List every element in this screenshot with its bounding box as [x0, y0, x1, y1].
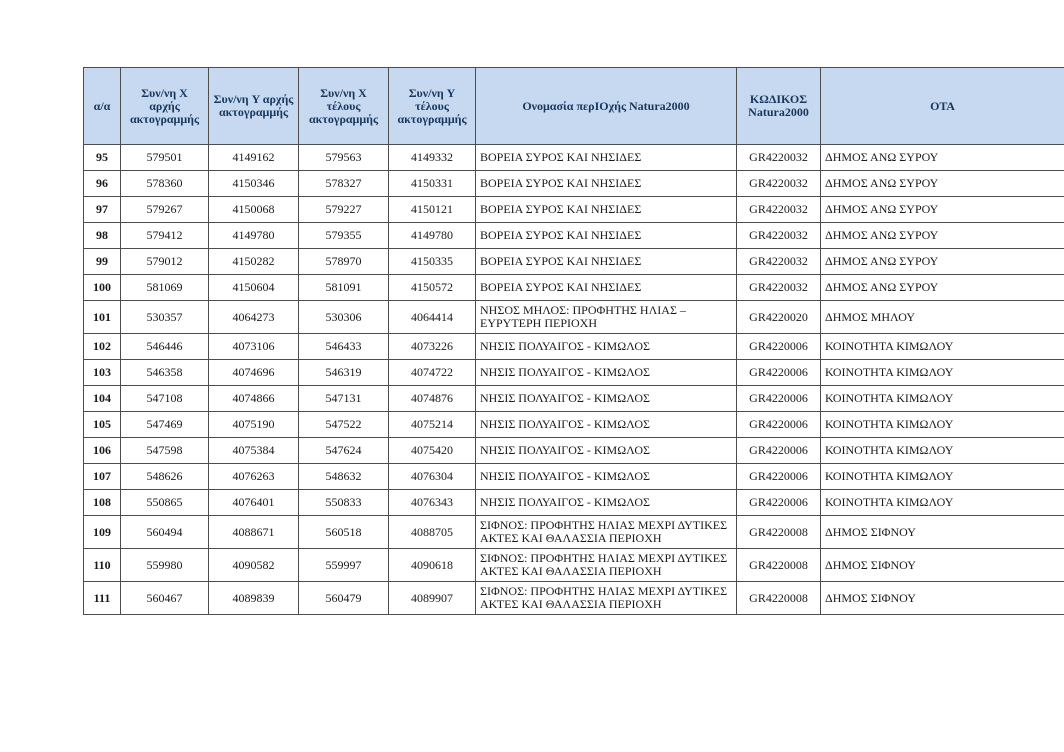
y-end-cell: 4075214 [389, 412, 476, 438]
x-end-cell: 578970 [299, 249, 389, 275]
y-start-cell: 4088671 [209, 516, 299, 549]
natura-area-name-cell: ΝΗΣΙΣ ΠΟΛΥΑΙΓΟΣ - ΚΙΜΩΛΟΣ [476, 386, 737, 412]
natura-code-cell: GR4220032 [737, 275, 821, 301]
x-start-cell: 560467 [121, 582, 209, 615]
row-number-cell: 111 [84, 582, 121, 615]
y-end-cell: 4076304 [389, 464, 476, 490]
row-number-cell: 100 [84, 275, 121, 301]
row-number-cell: 102 [84, 334, 121, 360]
y-start-cell: 4150604 [209, 275, 299, 301]
data-table [83, 67, 1064, 615]
x-start-cell: 559980 [121, 549, 209, 582]
row-number-cell: 96 [84, 171, 121, 197]
natura-area-name-cell: ΒΟΡΕΙΑ ΣΥΡΟΣ ΚΑΙ ΝΗΣΙΔΕΣ [476, 171, 737, 197]
column-header-y-end: Συν/νη Y τέλους ακτογραμμής [389, 68, 476, 145]
x-end-cell: 530306 [299, 301, 389, 334]
table-row [84, 223, 1064, 249]
natura-code-cell: GR4220008 [737, 516, 821, 549]
table-row [84, 301, 1064, 334]
table-row [84, 249, 1064, 275]
x-start-cell: 560494 [121, 516, 209, 549]
natura-area-name-cell: ΝΗΣΙΣ ΠΟΛΥΑΙΓΟΣ - ΚΙΜΩΛΟΣ [476, 438, 737, 464]
table-body [84, 145, 1064, 615]
natura-area-name-cell: ΣΙΦΝΟΣ: ΠΡΟΦΗΤΗΣ ΗΛΙΑΣ ΜΕΧΡΙ ΔΥΤΙΚΕΣ ΑΚΤΕΣ ΚΑΙ ΘΑΛΑΣΣΙΑ ΠΕΡΙΟΧΗ [476, 549, 737, 582]
natura-area-name-cell: ΒΟΡΕΙΑ ΣΥΡΟΣ ΚΑΙ ΝΗΣΙΔΕΣ [476, 145, 737, 171]
y-start-cell: 4150346 [209, 171, 299, 197]
table-row [84, 197, 1064, 223]
ota-cell: ΚΟΙΝΟΤΗΤΑ ΚΙΜΩΛΟΥ [821, 464, 1064, 490]
y-end-cell: 4074876 [389, 386, 476, 412]
column-header-code: ΚΩΔΙΚΟΣ Natura2000 [737, 68, 821, 145]
x-end-cell: 560518 [299, 516, 389, 549]
column-header-y-start: Συν/νη Y αρχής ακτογραμμής [209, 68, 299, 145]
x-end-cell: 546319 [299, 360, 389, 386]
y-end-cell: 4089907 [389, 582, 476, 615]
ota-cell: ΔΗΜΟΣ ΣΙΦΝΟΥ [821, 582, 1064, 615]
y-start-cell: 4074866 [209, 386, 299, 412]
natura-code-cell: GR4220032 [737, 145, 821, 171]
row-number-cell: 104 [84, 386, 121, 412]
natura-area-name-cell: ΝΗΣΙΣ ΠΟΛΥΑΙΓΟΣ - ΚΙΜΩΛΟΣ [476, 360, 737, 386]
column-header-name: Ονομασία περΙΟχής Natura2000 [476, 68, 737, 145]
x-start-cell: 547598 [121, 438, 209, 464]
natura-code-cell: GR4220006 [737, 334, 821, 360]
table-row [84, 412, 1064, 438]
y-start-cell: 4076401 [209, 490, 299, 516]
y-start-cell: 4150282 [209, 249, 299, 275]
ota-cell: ΔΗΜΟΣ ΣΙΦΝΟΥ [821, 549, 1064, 582]
x-end-cell: 548632 [299, 464, 389, 490]
x-start-cell: 546446 [121, 334, 209, 360]
natura-code-cell: GR4220032 [737, 223, 821, 249]
ota-cell: ΔΗΜΟΣ ΑΝΩ ΣΥΡΟΥ [821, 197, 1064, 223]
column-header-x-start: Συν/νη X αρχής ακτογραμμής [121, 68, 209, 145]
x-end-cell: 559997 [299, 549, 389, 582]
ota-cell: ΔΗΜΟΣ ΑΝΩ ΣΥΡΟΥ [821, 223, 1064, 249]
natura2000-coastline-table [83, 67, 1064, 615]
ota-cell: ΚΟΙΝΟΤΗΤΑ ΚΙΜΩΛΟΥ [821, 412, 1064, 438]
table-row [84, 275, 1064, 301]
y-start-cell: 4090582 [209, 549, 299, 582]
natura-area-name-cell: ΝΗΣΙΣ ΠΟΛΥΑΙΓΟΣ - ΚΙΜΩΛΟΣ [476, 464, 737, 490]
x-end-cell: 560479 [299, 582, 389, 615]
table-row [84, 334, 1064, 360]
x-start-cell: 581069 [121, 275, 209, 301]
y-start-cell: 4073106 [209, 334, 299, 360]
row-number-cell: 110 [84, 549, 121, 582]
x-start-cell: 547108 [121, 386, 209, 412]
row-number-cell: 105 [84, 412, 121, 438]
ota-cell: ΚΟΙΝΟΤΗΤΑ ΚΙΜΩΛΟΥ [821, 438, 1064, 464]
x-start-cell: 578360 [121, 171, 209, 197]
y-end-cell: 4075420 [389, 438, 476, 464]
ota-cell: ΚΟΙΝΟΤΗΤΑ ΚΙΜΩΛΟΥ [821, 490, 1064, 516]
ota-cell: ΚΟΙΝΟΤΗΤΑ ΚΙΜΩΛΟΥ [821, 334, 1064, 360]
table-row [84, 171, 1064, 197]
y-end-cell: 4150331 [389, 171, 476, 197]
table-row [84, 360, 1064, 386]
y-end-cell: 4149332 [389, 145, 476, 171]
y-end-cell: 4073226 [389, 334, 476, 360]
natura-code-cell: GR4220008 [737, 549, 821, 582]
row-number-cell: 107 [84, 464, 121, 490]
x-end-cell: 547131 [299, 386, 389, 412]
natura-area-name-cell: ΝΗΣΙΣ ΠΟΛΥΑΙΓΟΣ - ΚΙΜΩΛΟΣ [476, 412, 737, 438]
y-end-cell: 4088705 [389, 516, 476, 549]
y-start-cell: 4064273 [209, 301, 299, 334]
row-number-cell: 101 [84, 301, 121, 334]
x-end-cell: 578327 [299, 171, 389, 197]
natura-code-cell: GR4220006 [737, 386, 821, 412]
header-row [84, 68, 1064, 145]
natura-area-name-cell: ΝΗΣΙΣ ΠΟΛΥΑΙΓΟΣ - ΚΙΜΩΛΟΣ [476, 490, 737, 516]
x-start-cell: 579501 [121, 145, 209, 171]
y-start-cell: 4076263 [209, 464, 299, 490]
natura-code-cell: GR4220008 [737, 582, 821, 615]
row-number-cell: 106 [84, 438, 121, 464]
natura-code-cell: GR4220006 [737, 360, 821, 386]
natura-code-cell: GR4220006 [737, 438, 821, 464]
y-start-cell: 4149162 [209, 145, 299, 171]
row-number-cell: 97 [84, 197, 121, 223]
x-start-cell: 550865 [121, 490, 209, 516]
ota-cell: ΔΗΜΟΣ ΣΙΦΝΟΥ [821, 516, 1064, 549]
row-number-cell: 108 [84, 490, 121, 516]
x-end-cell: 579355 [299, 223, 389, 249]
y-end-cell: 4150121 [389, 197, 476, 223]
table-row [84, 464, 1064, 490]
natura-code-cell: GR4220032 [737, 197, 821, 223]
y-end-cell: 4150335 [389, 249, 476, 275]
x-end-cell: 547624 [299, 438, 389, 464]
y-start-cell: 4075190 [209, 412, 299, 438]
table-row [84, 490, 1064, 516]
column-header-x-end: Συν/νη X τέλους ακτογραμμής [299, 68, 389, 145]
x-end-cell: 547522 [299, 412, 389, 438]
table-row [84, 516, 1064, 549]
x-start-cell: 546358 [121, 360, 209, 386]
y-end-cell: 4090618 [389, 549, 476, 582]
ota-cell: ΔΗΜΟΣ ΜΗΛΟΥ [821, 301, 1064, 334]
y-start-cell: 4089839 [209, 582, 299, 615]
row-number-cell: 98 [84, 223, 121, 249]
y-start-cell: 4149780 [209, 223, 299, 249]
natura-area-name-cell: ΒΟΡΕΙΑ ΣΥΡΟΣ ΚΑΙ ΝΗΣΙΔΕΣ [476, 249, 737, 275]
table-row [84, 386, 1064, 412]
natura-code-cell: GR4220006 [737, 490, 821, 516]
natura-area-name-cell: ΒΟΡΕΙΑ ΣΥΡΟΣ ΚΑΙ ΝΗΣΙΔΕΣ [476, 197, 737, 223]
table-row [84, 549, 1064, 582]
y-end-cell: 4076343 [389, 490, 476, 516]
y-start-cell: 4074696 [209, 360, 299, 386]
y-end-cell: 4074722 [389, 360, 476, 386]
x-end-cell: 581091 [299, 275, 389, 301]
x-end-cell: 550833 [299, 490, 389, 516]
column-header-num: α/α [84, 68, 121, 145]
ota-cell: ΚΟΙΝΟΤΗΤΑ ΚΙΜΩΛΟΥ [821, 386, 1064, 412]
x-end-cell: 579227 [299, 197, 389, 223]
natura-area-name-cell: ΣΙΦΝΟΣ: ΠΡΟΦΗΤΗΣ ΗΛΙΑΣ ΜΕΧΡΙ ΔΥΤΙΚΕΣ ΑΚΤΕΣ ΚΑΙ ΘΑΛΑΣΣΙΑ ΠΕΡΙΟΧΗ [476, 516, 737, 549]
x-start-cell: 579412 [121, 223, 209, 249]
x-start-cell: 548626 [121, 464, 209, 490]
row-number-cell: 103 [84, 360, 121, 386]
x-start-cell: 547469 [121, 412, 209, 438]
row-number-cell: 95 [84, 145, 121, 171]
natura-area-name-cell: ΣΙΦΝΟΣ: ΠΡΟΦΗΤΗΣ ΗΛΙΑΣ ΜΕΧΡΙ ΔΥΤΙΚΕΣ ΑΚΤΕΣ ΚΑΙ ΘΑΛΑΣΣΙΑ ΠΕΡΙΟΧΗ [476, 582, 737, 615]
natura-area-name-cell: ΝΗΣΟΣ ΜΗΛΟΣ: ΠΡΟΦΗΤΗΣ ΗΛΙΑΣ – ΕΥΡΥΤΕΡΗ ΠΕΡΙΟΧΗ [476, 301, 737, 334]
y-end-cell: 4149780 [389, 223, 476, 249]
y-start-cell: 4150068 [209, 197, 299, 223]
x-end-cell: 579563 [299, 145, 389, 171]
row-number-cell: 99 [84, 249, 121, 275]
y-end-cell: 4064414 [389, 301, 476, 334]
natura-area-name-cell: ΒΟΡΕΙΑ ΣΥΡΟΣ ΚΑΙ ΝΗΣΙΔΕΣ [476, 223, 737, 249]
natura-code-cell: GR4220032 [737, 171, 821, 197]
ota-cell: ΔΗΜΟΣ ΑΝΩ ΣΥΡΟΥ [821, 249, 1064, 275]
table-row [84, 438, 1064, 464]
x-start-cell: 579267 [121, 197, 209, 223]
ota-cell: ΚΟΙΝΟΤΗΤΑ ΚΙΜΩΛΟΥ [821, 360, 1064, 386]
row-number-cell: 109 [84, 516, 121, 549]
ota-cell: ΔΗΜΟΣ ΑΝΩ ΣΥΡΟΥ [821, 171, 1064, 197]
table-header [84, 68, 1064, 145]
table-row [84, 582, 1064, 615]
natura-area-name-cell: ΝΗΣΙΣ ΠΟΛΥΑΙΓΟΣ - ΚΙΜΩΛΟΣ [476, 334, 737, 360]
x-start-cell: 530357 [121, 301, 209, 334]
x-start-cell: 579012 [121, 249, 209, 275]
natura-code-cell: GR4220032 [737, 249, 821, 275]
y-end-cell: 4150572 [389, 275, 476, 301]
table-row [84, 145, 1064, 171]
natura-code-cell: GR4220020 [737, 301, 821, 334]
ota-cell: ΔΗΜΟΣ ΑΝΩ ΣΥΡΟΥ [821, 145, 1064, 171]
column-header-ota: ΟΤΑ [821, 68, 1064, 145]
ota-cell: ΔΗΜΟΣ ΑΝΩ ΣΥΡΟΥ [821, 275, 1064, 301]
natura-code-cell: GR4220006 [737, 464, 821, 490]
y-start-cell: 4075384 [209, 438, 299, 464]
x-end-cell: 546433 [299, 334, 389, 360]
natura-area-name-cell: ΒΟΡΕΙΑ ΣΥΡΟΣ ΚΑΙ ΝΗΣΙΔΕΣ [476, 275, 737, 301]
natura-code-cell: GR4220006 [737, 412, 821, 438]
